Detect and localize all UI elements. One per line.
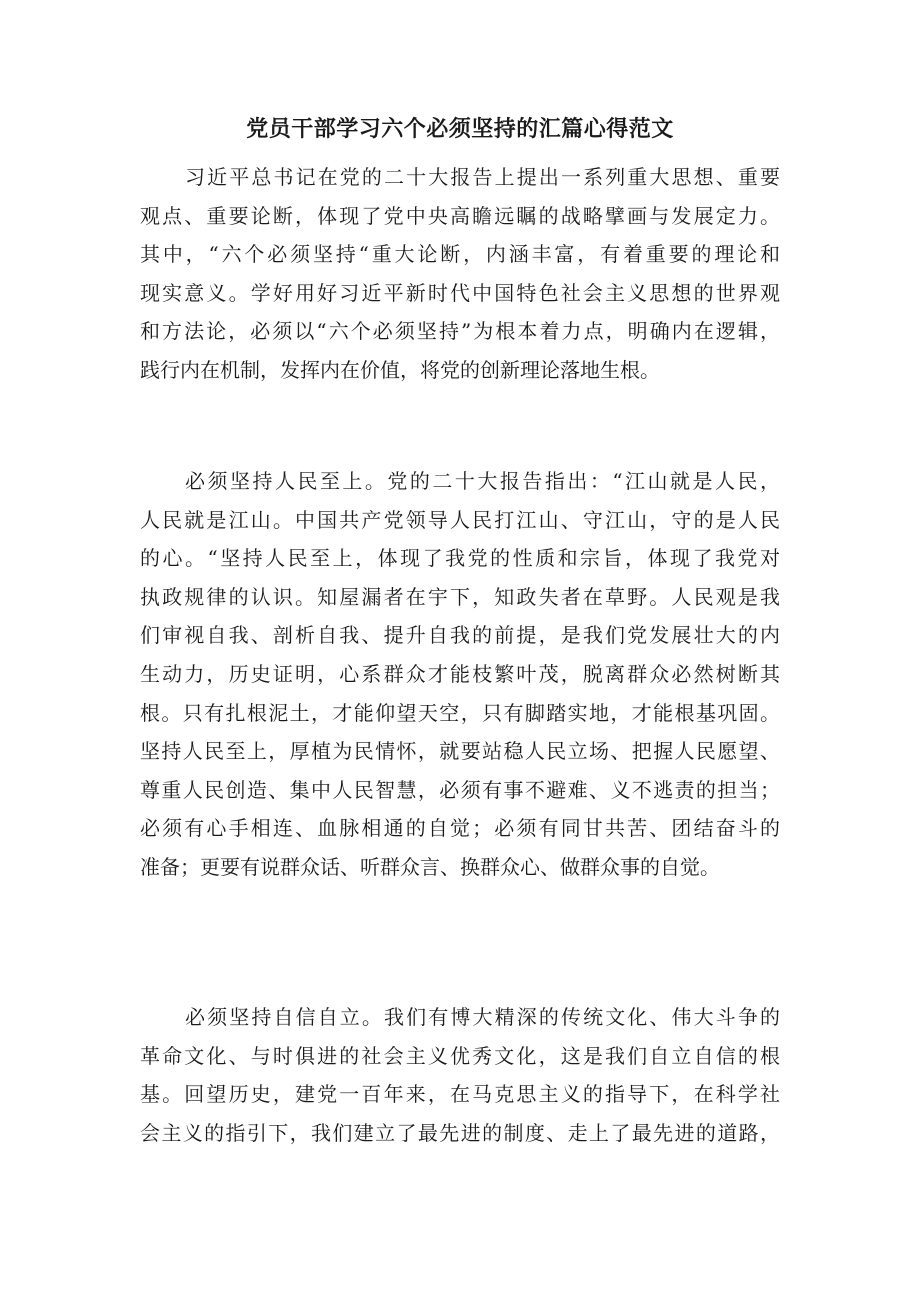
paragraph-intro (140, 158, 780, 390)
paragraph-line: 尊重人民创造、集中人民智慧，必须有事不避难、义不逃责的担当； (140, 777, 780, 802)
paragraph-line: 和方法论，必须以“六个必须坚持”为根本着力点，明确内在逻辑， (140, 319, 780, 344)
paragraph-line: 其中，“六个必须坚持“重大论断，内涵丰富，有着重要的理论和 (140, 242, 780, 267)
paragraph-line: 会主义的指引下，我们建立了最先进的制度、走上了最先进的道路， (140, 1120, 780, 1145)
document-title: 党员干部学习六个必须坚持的汇篇心得范文 (246, 117, 674, 142)
paragraph-line: 坚持人民至上，厚植为民情怀，就要站稳人民立场、把握人民愿望、 (140, 739, 780, 764)
paragraph-line: 生动力，历史证明，心系群众才能枝繁叶茂，脱离群众必然树断其 (140, 661, 780, 686)
paragraph-line: 准备；更要有说群众话、听群众言、换群众心、做群众事的自觉。 (140, 854, 720, 879)
paragraph-line: 必须坚持自信自立。我们有博大精深的传统文化、伟大斗争的 (185, 1005, 780, 1029)
paragraph-line: 基。回望历史，建党一百年来，在马克思主义的指导下，在科学社 (140, 1082, 780, 1107)
paragraph-line: 根。只有扎根泥土，才能仰望天空，只有脚踏实地，才能根基巩固。 (140, 700, 780, 725)
paragraph-line: 必须有心手相连、血脉相通的自觉；必须有同甘共苦、团结奋斗的 (140, 816, 780, 841)
paragraph-line: 人民就是江山。中国共产党领导人民打江山、守江山，守的是人民 (140, 507, 780, 532)
paragraph-line: 习近平总书记在党的二十大报告上提出一系列重大思想、重要 (185, 165, 780, 189)
paragraph-people-first (140, 462, 780, 887)
paragraph-line: 革命文化、与时俱进的社会主义优秀文化，这是我们自立自信的根 (140, 1043, 780, 1068)
paragraph-line: 现实意义。学好用好习近平新时代中国特色社会主义思想的世界观 (140, 280, 780, 305)
paragraph-line: 的心。“坚持人民至上，体现了我党的性质和宗旨，体现了我党对 (140, 546, 780, 571)
paragraph-line: 践行内在机制，发挥内在价值，将党的创新理论落地生根。 (140, 357, 660, 382)
paragraph-line: 们审视自我、剖析自我、提升自我的前提，是我们党发展壮大的内 (140, 623, 780, 648)
paragraph-line: 必须坚持人民至上。党的二十大报告指出：“江山就是人民， (185, 469, 780, 493)
paragraph-line: 执政规律的认识。知屋漏者在宇下，知政失者在草野。人民观是我 (140, 584, 780, 609)
paragraph-line: 观点、重要论断，体现了党中央高瞻远瞩的战略擘画与发展定力。 (140, 203, 780, 228)
paragraph-self-reliance (140, 998, 780, 1152)
